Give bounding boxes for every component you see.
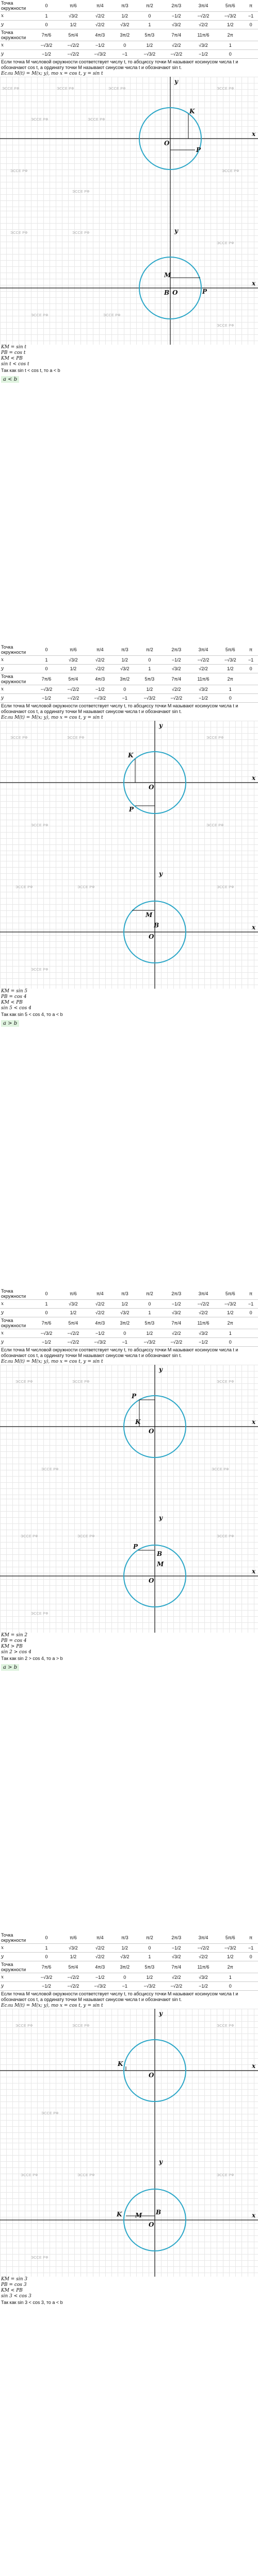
point-p-label: P [196,146,201,154]
values-table-3: Точка окружности 0 π/6 π/4 π/3 π/2 2π/3 3π/4 5π/6 π x 1 √3/2 √2/2 1/2 0 −1/2 −√2/2 −√3/2 −1 y 0 1/2 √2/2 √3/2 1 √3/2 √2/2 1/2 0 Точка окружности 7π/6 5π/4 4π/3 3π/2 5π/3 7π/4 11π/6 2π x −√3/2 −√2/2 −1/2 0 1/2 √2/2 √3/2 1 y −1/2 −√2/2 −√3/2 −1 −√3/2 −√2/2 −1/2 0 [0,1288,258,1347]
equation: KM = sin t [1,345,26,350]
y-axis-label: y [174,227,178,234]
unit-circle-figure-3: y P K O x ЭССЕ РФ ЭССЕ РФ ЭССЕ РФ ЭССЕ РФ ЭССЕ РФ [0,1365,258,1499]
y-axis-label: y [174,78,178,85]
unit-circle-figure-4: y K O x ЭССЕ РФ ЭССЕ РФ ЭССЕ РФ ЭССЕ РФ [0,2009,258,2143]
values-table-2: Точка окружности 0 π/6 π/4 π/3 π/2 2π/3 3π/4 5π/6 π x 1 √3/2 √2/2 1/2 0 −1/2 −√2/2 −√3/2 −1 y 0 1/2 √2/2 √3/2 1 √3/2 √2/2 1/2 0 Точка окружности 7π/6 5π/4 4π/3 3π/2 5π/3 7π/4 11π/6 2π x −√3/2 −√2/2 −1/2 0 1/2 √2/2 √3/2 1 y −1/2 −√2/2 −√3/2 −1 −√3/2 −√2/2 −1/2 0 [0,644,258,703]
section-3: Точка окружности 0 π/6 π/4 π/3 π/2 2π/3 3π/4 5π/6 π x 1 √3/2 √2/2 1/2 0 −1/2 −√2/2 −√3/2 −1 y 0 1/2 √2/2 √3/2 1 √3/2 √2/2 1/2 0 Точка окружности 7π/6 5π/4 4π/3 3π/2 5π/3 7π/4 11π/6 2π x −√3/2 −√2/2 −1/2 0 1/2 √2/2 √3/2 1 y −1/2 −√2/2 −√3/2 −1 −√3/2 −√2/2 −1/2 0 Если точка M числовой окружности соответствует числу t, то абсциссу точки M называют косинусом числа t и обозначают cos t, а ординату точки M называют синусом числа t и обозначают sin t. Если M(t) = M(x; y), то x = cos t, y = sin t y P K O x ЭССЕ РФ ЭССЕ РФ ЭССЕ РФ ЭССЕ РФ ЭССЕ РФ y P B M O x ЭССЕ РФ ЭССЕ РФ ЭССЕ РФ ЭССЕ РФ KM = sin 2 PB = cos 4 KM > PB sin 2 > cos 4 Так как sin 2 > cos 4, то a > b a > b [0,1288,258,1671]
table-row: x −√3/2 −√2/2 −1/2 0 1/2 √2/2 √3/2 1 [0,41,258,50]
point-k-label: K [189,108,195,115]
answer-badge: a < b [1,376,19,383]
circle-svg [0,77,258,211]
row-label: Точка окружности [0,0,33,12]
answer-badge: a > b [1,1664,19,1671]
x-axis-label: x [252,130,256,138]
unit-circle-figure-4b: y K M B O x ЭССЕ РФ ЭССЕ РФ ЭССЕ РФ ЭССЕ РФ [0,2143,258,2277]
table-row: y −1/2 −√2/2 −√3/2 −1 −√3/2 −√2/2 −1/2 0 [0,50,258,59]
unit-circle-figure-3b: y P B M O x ЭССЕ РФ ЭССЕ РФ ЭССЕ РФ ЭССЕ РФ [0,1499,258,1633]
unit-circle-figure-2: y K P O x ЭССЕ РФ ЭССЕ РФ ЭССЕ РФ ЭССЕ РФ ЭССЕ РФ [0,721,258,855]
table-row: y 0 1/2 √2/2 √3/2 1 √3/2 √2/2 1/2 0 [0,21,258,29]
unit-circle-figure-1b: y M B P O x ЭССЕ РФ ЭССЕ РФ ЭССЕ РФ ЭССЕ РФ ЭССЕ РФ ЭССЕ РФ [0,211,258,345]
equation: PB = cos t [1,350,26,355]
section-4: Точка окружности 0 π/6 π/4 π/3 π/2 2π/3 3π/4 5π/6 π x 1 √3/2 √2/2 1/2 0 −1/2 −√2/2 −√3/2 −1 y 0 1/2 √2/2 √3/2 1 √3/2 √2/2 1/2 0 Точка окружности 7π/6 5π/4 4π/3 3π/2 5π/3 7π/4 11π/6 2π x −√3/2 −√2/2 −1/2 0 1/2 √2/2 √3/2 1 y −1/2 −√2/2 −√3/2 −1 −√3/2 −√2/2 −1/2 0 Если точка M числовой окружности соответствует числу t, то абсциссу точки M называют косинусом числа t и обозначают cos t, а ординату точки M называют синусом числа t и обозначают sin t. Если M(t) = M(x; y), то x = cos t, y = sin t y K O x ЭССЕ РФ ЭССЕ РФ ЭССЕ РФ ЭССЕ РФ y K M B O x ЭССЕ РФ ЭССЕ РФ ЭССЕ РФ ЭССЕ РФ KM = sin 3 PB = cos 3 KM < PB sin 3 < cos 3 Так как sin 3 < cos 3, то a < b [0,1932,258,2306]
unit-circle-figure-1: y K P O x ЭССЕ РФ ЭССЕ РФ ЭССЕ РФ ЭССЕ РФ ЭССЕ РФ ЭССЕ РФ ЭССЕ РФ ЭССЕ РФ ЭССЕ РФ [0,77,258,211]
table-row: Точка окружности 0 π/6 π/4 π/3 π/2 2π/3 3π/4 5π/6 π [0,0,258,12]
point-p-label: P [202,288,207,295]
values-table-4: Точка окружности 0 π/6 π/4 π/3 π/2 2π/3 3π/4 5π/6 π x 1 √3/2 √2/2 1/2 0 −1/2 −√2/2 −√3/2 −1 y 0 1/2 √2/2 √3/2 1 √3/2 √2/2 1/2 0 Точка окружности 7π/6 5π/4 4π/3 3π/2 5π/3 7π/4 11π/6 2π x −√3/2 −√2/2 −1/2 0 1/2 √2/2 √3/2 1 y −1/2 −√2/2 −√3/2 −1 −√3/2 −√2/2 −1/2 0 [0,1932,258,1991]
equation: KM < PB [1,356,23,361]
section-2: Точка окружности 0 π/6 π/4 π/3 π/2 2π/3 3π/4 5π/6 π x 1 √3/2 √2/2 1/2 0 −1/2 −√2/2 −√3/2 −1 y 0 1/2 √2/2 √3/2 1 √3/2 √2/2 1/2 0 Точка окружности 7π/6 5π/4 4π/3 3π/2 5π/3 7π/4 11π/6 2π x −√3/2 −√2/2 −1/2 0 1/2 √2/2 √3/2 1 y −1/2 −√2/2 −√3/2 −1 −√3/2 −√2/2 −1/2 0 Если точка M числовой окружности соответствует числу t, то абсциссу точки M называют косинусом числа t и обозначают cos t, а ординату точки M называют синусом числа t и обозначают sin t. Если M(t) = M(x; y), то x = cos t, y = sin t y K P O x ЭССЕ РФ ЭССЕ РФ ЭССЕ РФ ЭССЕ РФ ЭССЕ РФ y M B O x ЭССЕ РФ ЭССЕ РФ ЭССЕ РФ ЭССЕ РФ KM = sin 5 PB = cos 4 KM < PB sin 5 < cos 4 Так как sin 5 < cos 4, то a < b a > b [0,644,258,1027]
section-1 [0,0,258,383]
answer-badge: a > b [1,1020,19,1027]
coordinates-formula: Если M(t) = M(x; y), то x = cos t, y = sin t [1,71,103,76]
unit-circle-figure-2b: y M B O x ЭССЕ РФ ЭССЕ РФ ЭССЕ РФ ЭССЕ РФ [0,855,258,989]
table-row: x 1 √3/2 √2/2 1/2 0 −1/2 −√2/2 −√3/2 −1 [0,12,258,21]
x-axis-label: x [252,280,256,287]
equation: sin t < cos t [1,362,29,367]
point-b-label: B [164,289,170,296]
origin-label: O [172,289,178,296]
values-table-1 [0,0,258,59]
table-row: Точка окружности 7π/6 5π/4 4π/3 3π/2 5π/3 7π/4 11π/6 2π [0,29,258,41]
cos-sin-definition: Если точка M числовой окружности соответствует числу t, то абсциссу точки M называют косинусом числа t и обозначают cos t, а ординату точки M называют синусом числа t и обозначают sin t. [1,59,238,70]
point-m-label: M [164,272,171,279]
origin-label: O [164,140,170,147]
result-text: Так как sin t < cos t, то a < b [1,368,60,373]
